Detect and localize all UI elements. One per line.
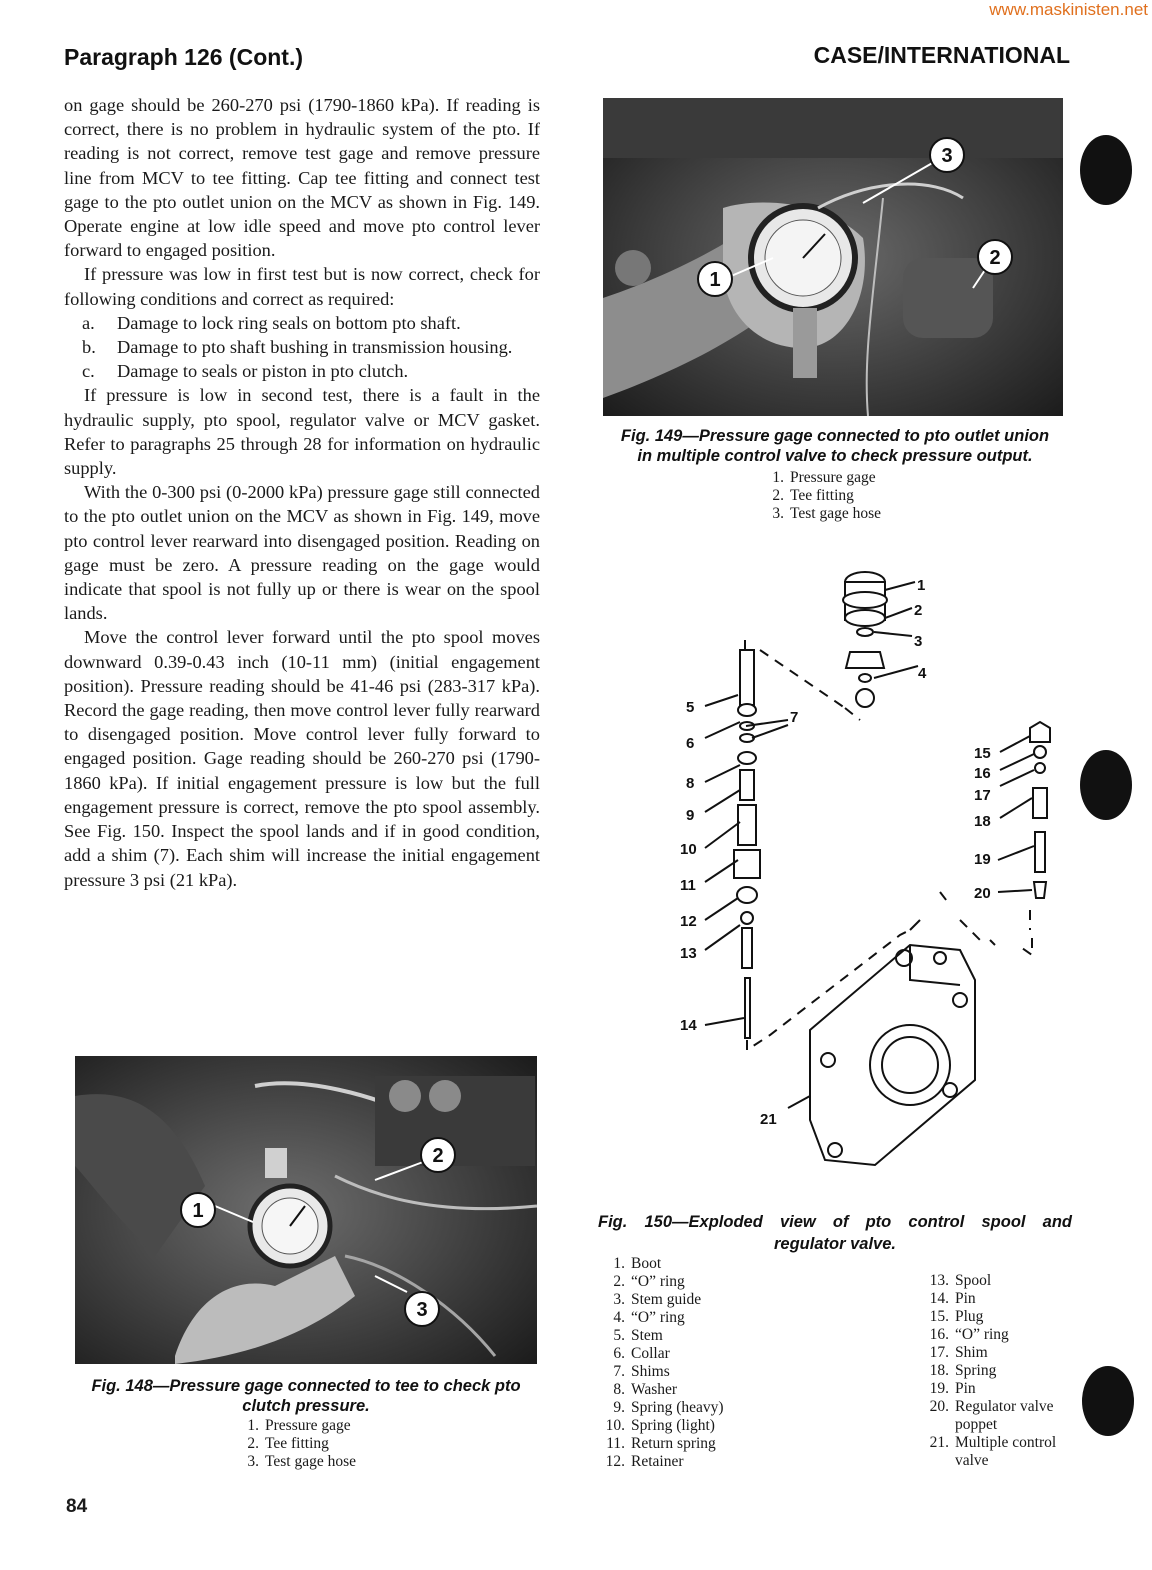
legend-num: 6. — [613, 1345, 625, 1362]
legend-num: 3. — [772, 505, 784, 522]
fig149-caption-line2: in multiple control valve to check pressure output. — [637, 447, 1033, 465]
legend-item — [927, 1380, 1056, 1398]
legend-num: 11. — [606, 1435, 625, 1452]
fig150-label-7: 7 — [790, 709, 799, 726]
fig148-legend — [237, 1417, 356, 1471]
fig150-caption-line1: Fig. 150—Exploded view of pto control spool and — [598, 1213, 1072, 1231]
fig150-label-9: 9 — [686, 807, 695, 824]
legend-continuation: poppet — [955, 1416, 998, 1433]
fig149-caption — [580, 426, 1090, 466]
legend-item — [927, 1326, 1056, 1344]
legend-item — [237, 1435, 356, 1453]
legend-num: 12. — [605, 1453, 625, 1470]
legend-text: Test gage hose — [790, 505, 882, 522]
fig149-callout-3: 3 — [941, 145, 953, 167]
legend-item — [603, 1291, 724, 1309]
legend-num: 14. — [929, 1290, 949, 1307]
paragraph-3: If pressure is low in second test, there is a fault in the hydraulic supply, pto spool, regulator valve or MCV gasket. Refer to paragraphs 25 through 28 for information on hydraulic supply. — [64, 385, 540, 479]
list-text: Damage to pto shaft bushing in transmission housing. — [117, 337, 513, 358]
legend-num: 1. — [247, 1417, 259, 1434]
legend-text: Collar — [631, 1345, 670, 1362]
paragraph-5: Move the control lever forward until the pto spool moves downward 0.39-0.43 inch (10-11 mm) (initial engagement position). Pressure reading should be 41-46 psi (283-317 kPa). Record the gage reading, then move control lever fully rearward to disengaged position. Move control lever fully forward to engaged position. Gage reading should be 260-270 psi (1790-1860 kPa). If initial engagement pressure is low but the full engagement pressure is correct, remove the pto spool assembly. See Fig. 150. Inspect the spool lands and if in good condition, add a shim (7). Each shim will increase the initial engagement pressure 3 psi (21 kPa). — [64, 627, 540, 890]
legend-text: Retainer — [631, 1453, 684, 1470]
legend-item — [927, 1308, 1056, 1326]
legend-text: Plug — [955, 1308, 984, 1325]
legend-num: 15. — [929, 1308, 949, 1325]
list-text: Damage to lock ring seals on bottom pto shaft. — [117, 312, 461, 333]
legend-num: 17. — [929, 1344, 949, 1361]
thumb-tab — [1080, 750, 1132, 820]
list-marker: a. — [82, 312, 95, 333]
legend-num: 20. — [929, 1398, 949, 1415]
legend-text: “O” ring — [631, 1273, 685, 1290]
fig150-label-21: 21 — [760, 1111, 777, 1128]
legend-text: Tee fitting — [790, 487, 854, 504]
fig150-label-8: 8 — [686, 775, 695, 792]
legend-item — [762, 469, 881, 487]
legend-item — [927, 1398, 1056, 1416]
legend-item — [237, 1453, 356, 1471]
fig150-legend-right — [927, 1272, 1056, 1470]
legend-item — [603, 1255, 724, 1273]
legend-item — [927, 1272, 1056, 1290]
fig150-label-13: 13 — [680, 945, 697, 962]
legend-item — [603, 1417, 724, 1435]
legend-num: 1. — [772, 469, 784, 486]
fig150-label-18: 18 — [974, 813, 991, 830]
thumb-tab — [1080, 135, 1132, 205]
legend-num: 19. — [929, 1380, 949, 1397]
thumb-tab — [1082, 1366, 1134, 1436]
fig150-label-16: 16 — [974, 765, 991, 782]
legend-num: 21. — [929, 1434, 949, 1451]
fig150-label-3: 3 — [914, 633, 923, 650]
legend-text: Stem — [631, 1327, 663, 1344]
fig149-callout-2: 2 — [989, 247, 1001, 269]
legend-text: Spool — [955, 1272, 992, 1289]
legend-num: 18. — [929, 1362, 949, 1379]
legend-item — [603, 1363, 724, 1381]
legend-item — [603, 1399, 724, 1417]
legend-num: 5. — [613, 1327, 625, 1344]
legend-text: Boot — [631, 1255, 662, 1272]
fig148-photo — [75, 1056, 537, 1364]
body-text — [64, 93, 540, 892]
paragraph-4: With the 0-300 psi (0-2000 kPa) pressure gage still connected to the pto outlet union on the MCV as shown in Fig. 149, move pto control lever rearward into disengaged position. Reading on gage must be zero. A pressure reading on the gage would indicate that spool is not fully up or there is wear on the spool lands. — [64, 482, 540, 624]
legend-text: Shims — [631, 1363, 670, 1380]
legend-item — [762, 487, 881, 505]
watermark: www.maskinisten.net — [989, 0, 1148, 19]
fig150-label-10: 10 — [680, 841, 697, 858]
legend-num: 7. — [613, 1363, 625, 1380]
fig150-label-14: 14 — [680, 1017, 697, 1034]
fig150-legend-left — [603, 1255, 724, 1471]
legend-num: 1. — [613, 1255, 625, 1272]
legend-text: “O” ring — [631, 1309, 685, 1326]
legend-text: Washer — [631, 1381, 678, 1398]
legend-item — [927, 1344, 1056, 1362]
fig150-label-20: 20 — [974, 885, 991, 902]
fig149-caption-line1: Fig. 149—Pressure gage connected to pto outlet union — [620, 427, 1050, 445]
fig148-caption-line2: clutch pressure. — [242, 1397, 370, 1415]
legend-item — [927, 1434, 1056, 1452]
legend-num: 2. — [613, 1273, 625, 1290]
legend-continuation: valve — [955, 1452, 989, 1469]
legend-item — [237, 1417, 356, 1435]
legend-text: “O” ring — [955, 1326, 1009, 1343]
paragraph-1: on gage should be 260-270 psi (1790-1860 kPa). If reading is correct, there is no problem in hydraulic system of the pto. If reading is not correct, remove test gage and remove pressure line from MCV to tee fitting. Cap tee fitting and connect test gage to the pto outlet union on the MCV as shown in Fig. 149. Operate engine at low idle speed and move pto control lever forward to engaged position. — [64, 95, 540, 261]
paragraph-2: If pressure was low in first test but is now correct, check for following conditions and correct as required: — [64, 264, 540, 309]
fig150-label-5: 5 — [686, 699, 695, 716]
legend-num: 3. — [613, 1291, 625, 1308]
legend-num: 8. — [613, 1381, 625, 1398]
list-text: Damage to seals or piston in pto clutch. — [117, 361, 409, 382]
fig150-diagram — [660, 560, 1120, 1200]
legend-item — [603, 1381, 724, 1399]
conditions-list — [64, 311, 540, 384]
list-item — [64, 359, 540, 383]
legend-text: Stem guide — [631, 1291, 702, 1308]
legend-item — [762, 505, 881, 523]
legend-text: Test gage hose — [265, 1453, 357, 1470]
fig150-label-17: 17 — [974, 787, 991, 804]
fig150-label-19: 19 — [974, 851, 991, 868]
legend-text: Multiple control — [955, 1434, 1057, 1451]
legend-num: 9. — [613, 1399, 625, 1416]
fig148-callout-3: 3 — [416, 1299, 428, 1321]
legend-num: 13. — [929, 1272, 949, 1289]
list-item — [64, 311, 540, 335]
legend-item — [603, 1309, 724, 1327]
fig149-callout-1: 1 — [709, 269, 721, 291]
legend-text: Spring (light) — [631, 1417, 715, 1434]
list-marker: b. — [82, 337, 96, 358]
fig148-callout-2: 2 — [432, 1145, 444, 1167]
legend-item — [603, 1453, 724, 1471]
legend-text: Pressure gage — [790, 469, 876, 486]
legend-item — [603, 1327, 724, 1345]
fig150-label-2: 2 — [914, 602, 923, 619]
fig150-label-1: 1 — [917, 577, 926, 594]
legend-num: 4. — [613, 1309, 625, 1326]
legend-text: Spring — [955, 1362, 997, 1379]
list-marker: c. — [82, 361, 95, 382]
legend-num: 2. — [247, 1435, 259, 1452]
legend-item — [927, 1362, 1056, 1380]
fig150-label-4: 4 — [918, 665, 927, 682]
fig149-legend — [762, 469, 881, 523]
legend-text: Pressure gage — [265, 1417, 351, 1434]
fig148-caption-line1: Fig. 148—Pressure gage connected to tee to check pto — [91, 1377, 521, 1395]
legend-text: Pin — [955, 1290, 976, 1307]
fig150-caption-line2: regulator valve. — [774, 1235, 896, 1253]
fig148-caption — [60, 1376, 552, 1416]
legend-text: Tee fitting — [265, 1435, 329, 1452]
section-heading: CASE/INTERNATIONAL — [813, 42, 1070, 68]
legend-text: Shim — [955, 1344, 988, 1361]
legend-text: Regulator valve — [955, 1398, 1054, 1415]
legend-text: Spring (heavy) — [631, 1399, 724, 1416]
legend-num: 3. — [247, 1453, 259, 1470]
fig150-label-12: 12 — [680, 913, 697, 930]
legend-text: Pin — [955, 1380, 976, 1397]
legend-item — [603, 1273, 724, 1291]
fig149-photo — [603, 98, 1063, 416]
fig150-label-11: 11 — [680, 877, 696, 894]
legend-item — [603, 1435, 724, 1453]
fig150-label-6: 6 — [686, 735, 695, 752]
legend-text: Return spring — [631, 1435, 716, 1452]
legend-item — [927, 1290, 1056, 1308]
legend-num: 2. — [772, 487, 784, 504]
fig150-label-15: 15 — [974, 745, 991, 762]
fig148-callout-1: 1 — [192, 1200, 204, 1222]
legend-num: 16. — [929, 1326, 949, 1343]
legend-num: 10. — [605, 1417, 625, 1434]
paragraph-heading: Paragraph 126 (Cont.) — [64, 44, 303, 70]
page-number: 84 — [66, 1496, 88, 1517]
legend-item — [603, 1345, 724, 1363]
list-item — [64, 335, 540, 359]
